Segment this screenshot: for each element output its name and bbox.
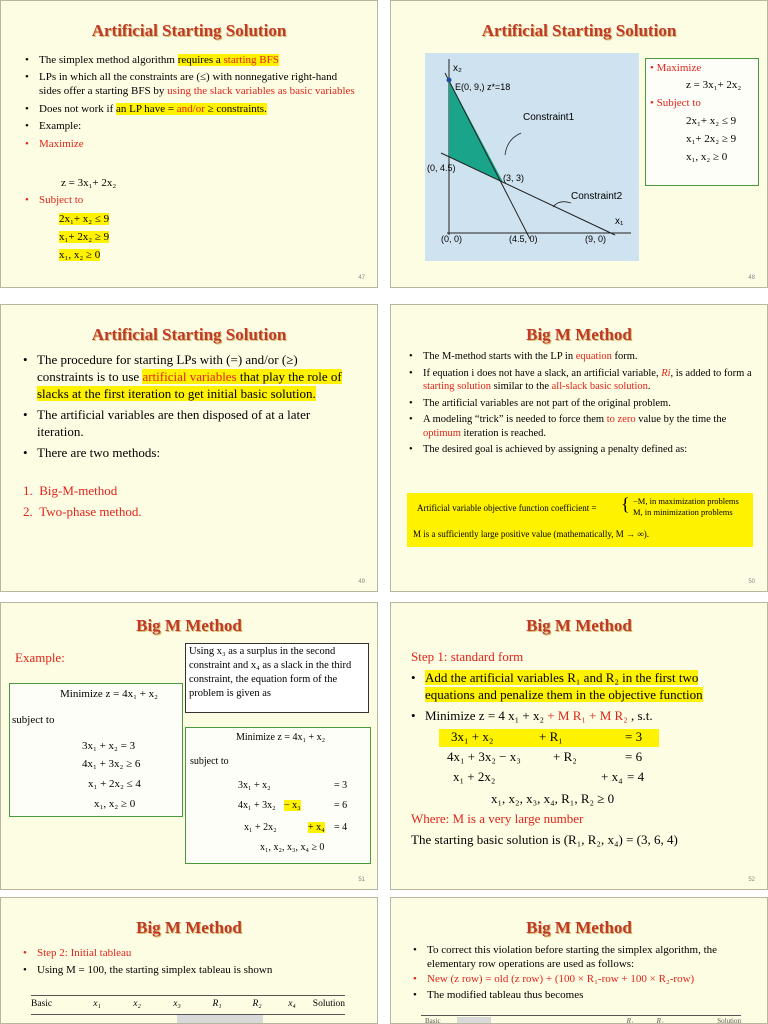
box-constraint-1: 2x₁+ x₂ ≤ 9 [686, 115, 737, 127]
slide-title: Artificial Starting Solution [481, 21, 677, 40]
bullet-list [23, 946, 363, 978]
bullet-item: • The desired goal is achieved by assigning a penalty defined as: [409, 443, 755, 457]
box-constraint-2: x₁+ 2x₂ ≥ 9 [686, 133, 737, 145]
slide-49 [0, 304, 378, 592]
page-number: 52 [748, 877, 755, 883]
header-x1: x₁ [93, 999, 101, 1009]
eq3-rhs: = 4 [627, 769, 645, 784]
original-objective: Minimize z = 4x₁ + x₂ [60, 688, 158, 700]
slide-52 [390, 602, 768, 890]
header-gap [465, 1017, 615, 1024]
header-x4: x₄ [288, 999, 296, 1009]
equation-objective: Minimize z = 4x₁ + x₂ [236, 732, 326, 743]
nonnegativity: x₁, x₂, x₃, x₄, R₁, R₂ ≥ 0 [491, 791, 615, 806]
bullet-item: • The M-method starts with the LP in equation form. [409, 350, 755, 364]
example-label: Example: [15, 650, 65, 665]
equation-3-rhs: = 4 [334, 822, 348, 833]
method-1: 1. Big-M-method [23, 483, 118, 498]
constraint1-label: Constraint1 [523, 112, 575, 123]
header-solution: Solution [312, 999, 345, 1009]
eq1-lhs: 3x₁ + x₂ [451, 729, 494, 744]
bullet-item: • Maximize [25, 137, 355, 152]
objective: z = 3x₁+ 2x₂ [61, 177, 117, 189]
constraint2-label: Constraint2 [571, 191, 623, 202]
bullet-item: • Subject to [25, 194, 83, 206]
original-problem-box [9, 683, 183, 817]
penalty-definition-box [407, 493, 753, 547]
slide-title: Big M Method [526, 325, 632, 344]
lp-box [645, 58, 759, 186]
eq1-rhs: = 3 [625, 729, 643, 744]
bullet-list [409, 350, 755, 457]
eq2-artificial: + R₂ [553, 749, 577, 764]
point-9-0-label: (9, 0) [585, 234, 607, 244]
page-number: 51 [358, 877, 365, 883]
header-basic: Basic [425, 1017, 441, 1024]
case-maximization: −M, in maximization problems [633, 496, 739, 506]
artificial-columns-shade [177, 1015, 263, 1024]
bullet-item: • If equation i does not have a slack, an artificial variable, Ri, is added to form a starting solution similar to the all-slack basic solution. [409, 367, 755, 394]
slide-title: Big M Method [136, 918, 242, 937]
eq1-artificial: + R₁ [539, 729, 563, 744]
slack-term: + x₄ [308, 822, 325, 833]
slide-47 [0, 0, 378, 288]
equation-1-rhs: = 3 [334, 780, 348, 791]
original-constraint-3: x₁ + 2x₂ ≤ 4 [88, 778, 141, 790]
bullet-item: • LPs in which all the constraints are (≤) with nonnegative right-hand sides offer a starting BFS by using the slack variables as basic variables [25, 70, 355, 99]
slide-51 [0, 602, 378, 890]
tableau-header [31, 999, 345, 1009]
bullet-item: • Does not work if an LP have = and/or ≥ constraints. [25, 102, 355, 117]
slide-title: Big M Method [526, 918, 632, 937]
eq2-lhs: 4x₁ + 3x₂ − x₃ [447, 749, 521, 764]
header-r1: R₁ [212, 999, 222, 1009]
table-top-rule [421, 1015, 741, 1016]
eq2-rhs: = 6 [625, 749, 643, 764]
slide-title: Artificial Starting Solution [91, 21, 287, 40]
slide-48 [390, 0, 768, 288]
bullet-item: • Example: [25, 119, 355, 134]
box-objective: z = 3x₁+ 2x₂ [686, 79, 742, 91]
method-2: 2. Two-phase method. [23, 504, 142, 519]
bullet-item: • The procedure for starting LPs with (=) and/or (≥) constraints is to use artificial variables that play the role of slacks at the first iteration to get initial basic solution. [23, 351, 353, 402]
original-nonnegativity: x₁, x₂ ≥ 0 [94, 798, 136, 810]
bullet-list [23, 351, 353, 461]
equation-nonnegativity: x₁, x₂, x₃, x₄ ≥ 0 [260, 842, 325, 853]
constraint-1: 2x₁+ x₂ ≤ 9 [59, 213, 110, 225]
y-axis-label: x₂ [453, 63, 462, 74]
equation-2-lhs: 4x₁ + 3x₂ [238, 800, 276, 811]
eq3-lhs: x₁ + 2x₂ [453, 769, 496, 784]
bullet-item: • There are two methods: [23, 444, 353, 461]
point-e-label: E(0, 9,) z*=18 [455, 82, 511, 92]
original-subject-to: subject to [12, 714, 55, 726]
explanation-note: Using x₃ as a surplus in the second constraint and x₄ as a slack in the third constraint, the equation form of the problem is given as [185, 643, 369, 713]
slide-title: Big M Method [136, 616, 242, 635]
page-number: 48 [748, 275, 755, 281]
slide-53 [0, 897, 378, 1024]
slide-50 [390, 304, 768, 592]
header-solution: Solution [717, 1017, 741, 1024]
bullet-item: • To correct this violation before starting the simplex algorithm, the elementary row operations are used as follows: [413, 944, 757, 971]
box-maximize: • Maximize [650, 62, 702, 74]
case-minimization: M, in minimization problems [633, 507, 733, 517]
bullet-item: • Step 2: Initial tableau [23, 946, 363, 961]
equation-form-box [185, 727, 371, 864]
bullet-item: • Minimize z = 4 x₁ + x₂ + M R₁ + M R₂ , s.t. [411, 707, 751, 724]
header-basic: Basic [31, 999, 53, 1009]
bullet-list [413, 944, 757, 1002]
surplus-term: − x₃ [284, 800, 301, 811]
bullet-item: • New (z row) = old (z row) + (100 × R₁-row + 100 × R₂-row) [413, 973, 757, 987]
equation-subject-to: subject to [190, 756, 229, 767]
point-e [447, 78, 452, 83]
bullet-list [25, 53, 355, 151]
header-x3: x₃ [173, 999, 181, 1009]
constraint-2: x₁+ 2x₂ ≥ 9 [59, 231, 110, 243]
x-axis-label: x₁ [615, 216, 624, 227]
slide-title: Artificial Starting Solution [91, 325, 287, 344]
bullet-item: • The modified tableau thus becomes [413, 989, 757, 1003]
equation-1-lhs: 3x₁ + x₂ [238, 780, 271, 791]
bullet-item: • A modeling “trick” is needed to force them to zero value by the time the optimum iteration is reached. [409, 413, 755, 440]
bullet-item: • Add the artificial variables R₁ and R₂ in the first two equations and penalize them in the objective function [411, 669, 751, 703]
original-constraint-1: 3x₁ + x₂ = 3 [82, 740, 136, 752]
bullet-item: • The simplex method algorithm requires a starting BFS [25, 53, 355, 68]
brace-glyph: { [621, 494, 630, 514]
original-constraint-2: 4x₁ + 3x₂ ≥ 6 [82, 758, 141, 770]
point-3-3-label: (3, 3) [503, 173, 525, 183]
step-heading: Step 1: standard form [411, 649, 524, 664]
box-constraint-3: x₁, x₂ ≥ 0 [686, 151, 728, 163]
bullet-list [411, 669, 751, 724]
page-number: 50 [748, 579, 755, 585]
table-top-rule [31, 995, 345, 996]
point-4.5-0-label: (4.5, 0) [509, 234, 538, 244]
starting-solution: The starting basic solution is (R₁, R₂, x₄) = (3, 6, 4) [411, 832, 678, 847]
tableau-header [425, 1017, 741, 1024]
slide-title: Big M Method [526, 616, 632, 635]
point-origin-label: (0, 0) [441, 234, 463, 244]
header-r2: R₂ [656, 1017, 664, 1024]
m-note: Where: M is a very large number [411, 811, 584, 826]
bullet-item: • Using M = 100, the starting simplex tableau is shown [23, 963, 363, 978]
page-number: 49 [358, 579, 365, 585]
header-r2: R₂ [252, 999, 262, 1009]
constraint-3: x₁, x₂ ≥ 0 [59, 249, 101, 261]
equation-3-lhs: x₁ + 2x₂ [244, 822, 277, 833]
box-subject-to: • Subject to [650, 97, 701, 109]
header-x2: x₂ [133, 999, 141, 1009]
point-0-4.5-label: (0, 4.5) [427, 163, 456, 173]
bullet-list [25, 194, 83, 206]
equation-2-rhs: = 6 [334, 800, 348, 811]
eq3-slack: + x₄ [601, 769, 623, 784]
bullet-item: • The artificial variables are then disposed of at a later iteration. [23, 406, 353, 440]
coefficient-label: Artificial variable objective function coefficient = [417, 503, 597, 513]
page-number: 47 [358, 275, 365, 281]
m-definition: M is a sufficiently large positive value (mathematically, M → ∞). [413, 529, 649, 539]
slide-54 [390, 897, 768, 1024]
bullet-item: • The artificial variables are not part of the original problem. [409, 397, 755, 411]
table-header-rule [31, 1014, 345, 1015]
header-r1: R₁ [626, 1017, 634, 1024]
